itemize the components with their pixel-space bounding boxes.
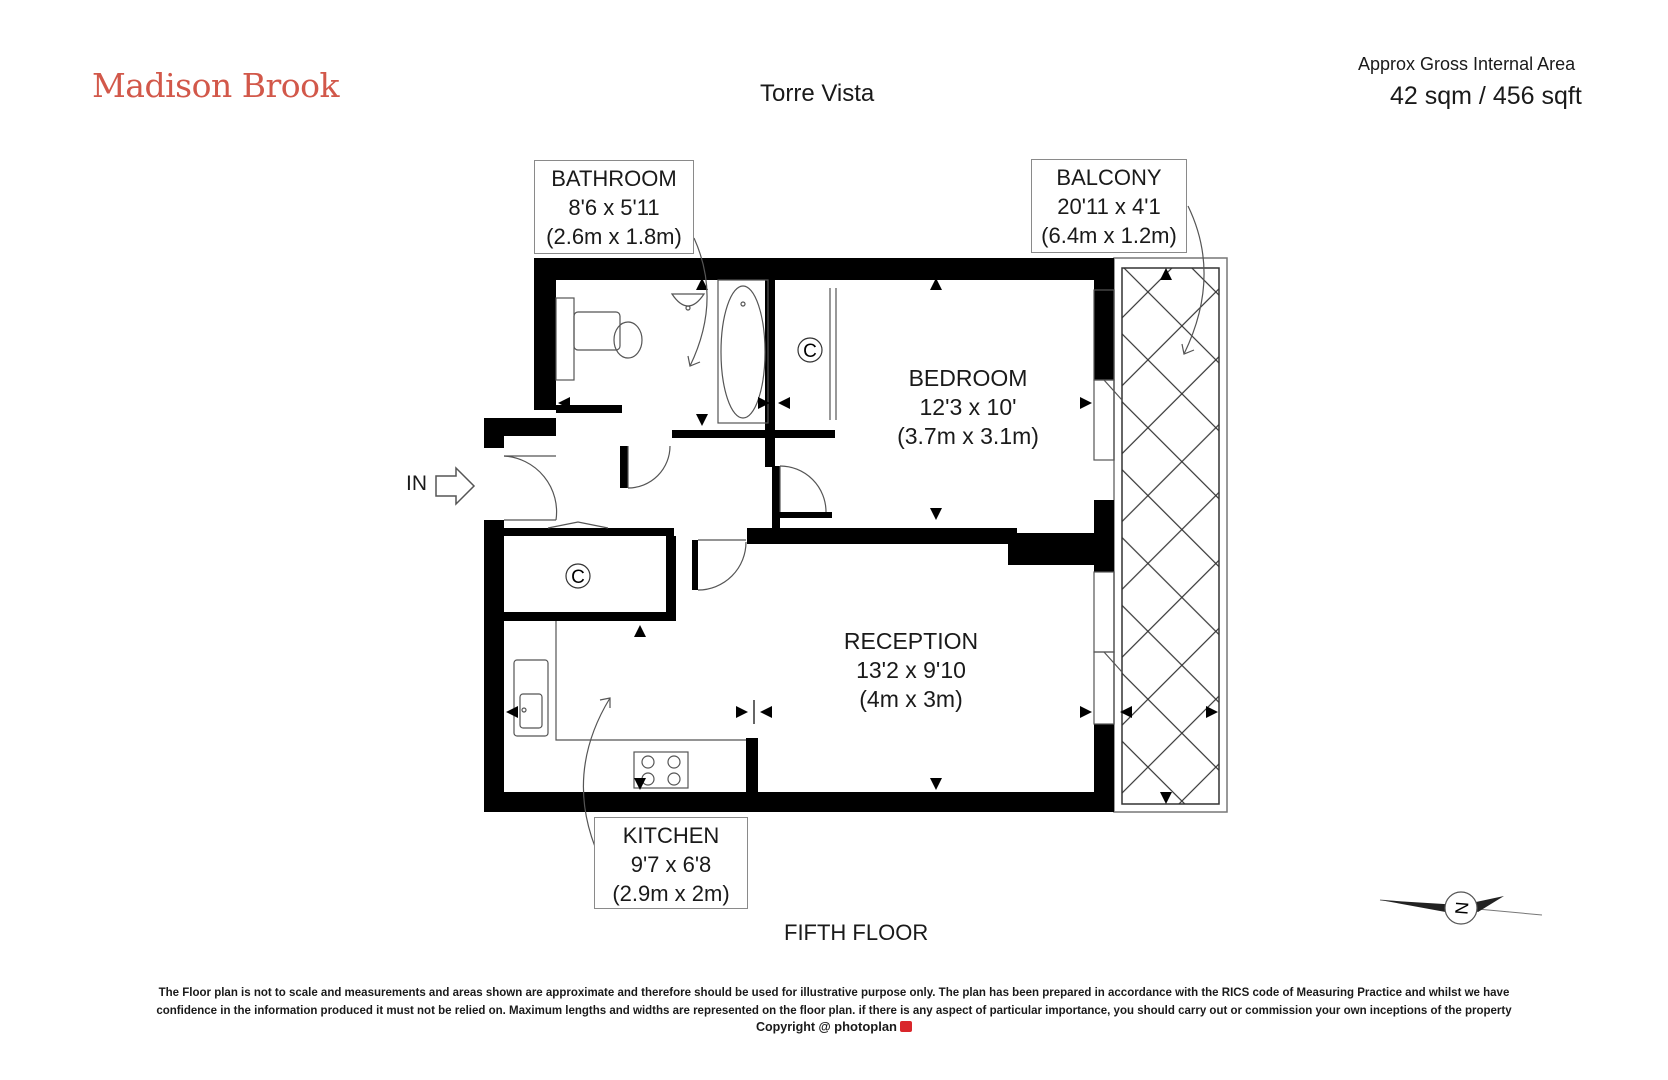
bathroom-name: BATHROOM — [551, 166, 677, 191]
reception-name: RECEPTION — [843, 628, 979, 654]
bathroom-label-box — [534, 160, 694, 254]
balcony-metric: (6.4m x 1.2m) — [1041, 223, 1177, 248]
property-title: Torre Vista — [760, 80, 875, 107]
entrance-arrow-icon — [436, 468, 474, 504]
bathroom-fixtures — [556, 280, 768, 423]
balcony-imperial: 20'11 x 4'1 — [1057, 194, 1161, 219]
disclaimer — [60, 984, 1608, 1020]
reception-door-swing — [698, 542, 746, 590]
bedroom-name: BEDROOM — [908, 365, 1028, 391]
bedroom-label — [868, 364, 1068, 451]
kitchen-label-box — [594, 817, 748, 909]
copyright-prefix: Copyright @ — [756, 1020, 831, 1034]
disclaimer-line-1: The Floor plan is not to scale and measurements and areas shown are approximate and therefore should be used for illustrative purpose only. The plan has been prepared in accordance with the RICS code of Measuring Practice and whilst we have — [158, 987, 1510, 999]
balcony-name: BALCONY — [1056, 165, 1162, 190]
balcony-label-box — [1031, 159, 1187, 253]
sink-icon — [672, 294, 704, 306]
reception-metric: (4m x 3m) — [859, 686, 963, 712]
bathroom-imperial: 8'6 x 5'11 — [568, 195, 660, 220]
compass-icon — [1380, 892, 1542, 924]
copyright — [0, 1019, 1668, 1034]
floor-label: FIFTH FLOOR — [784, 920, 929, 945]
bedroom-metric: (3.7m x 3.1m) — [897, 423, 1039, 449]
bathroom-metric: (2.6m x 1.8m) — [546, 224, 682, 249]
kitchen-name: KITCHEN — [622, 823, 720, 848]
kitchen-fixtures — [514, 621, 746, 788]
toilet-icon — [614, 322, 642, 358]
sink-icon — [514, 660, 548, 736]
cupboard-door — [548, 522, 608, 528]
kitchen-metric: (2.9m x 2m) — [612, 881, 730, 906]
reception-imperial: 13'2 x 9'10 — [856, 657, 966, 683]
walls — [484, 258, 1114, 812]
bathroom-door-swing — [628, 446, 670, 488]
photoplan-logo-icon — [900, 1021, 912, 1032]
copyright-brand: photoplan — [834, 1019, 897, 1034]
entrance-label: IN — [406, 472, 427, 495]
bedroom-door-swing — [780, 466, 826, 512]
reception-label — [811, 627, 1011, 714]
disclaimer-line-2: confidence in the information produced it must not be relied on. Maximum lengths and widths are represented on the floor plan. if there is any aspect of particular importance, you should carry out or commission your own inceptions of the property — [156, 1005, 1512, 1017]
bedroom-imperial: 12'3 x 10' — [919, 394, 1017, 420]
cupboard-mark-hall-text: C — [571, 567, 585, 588]
balcony-area — [1114, 258, 1227, 812]
area-value: 42 sqm / 456 sqft — [1390, 82, 1582, 110]
area-label: Approx Gross Internal Area — [1358, 54, 1576, 74]
kitchen-imperial: 9'7 x 6'8 — [630, 852, 712, 877]
cupboard-mark-bedroom-text: C — [803, 341, 817, 362]
compass-letter: N — [1451, 900, 1473, 916]
brand-logo: Madison Brook — [92, 66, 339, 105]
entrance-door-swing — [504, 456, 557, 520]
